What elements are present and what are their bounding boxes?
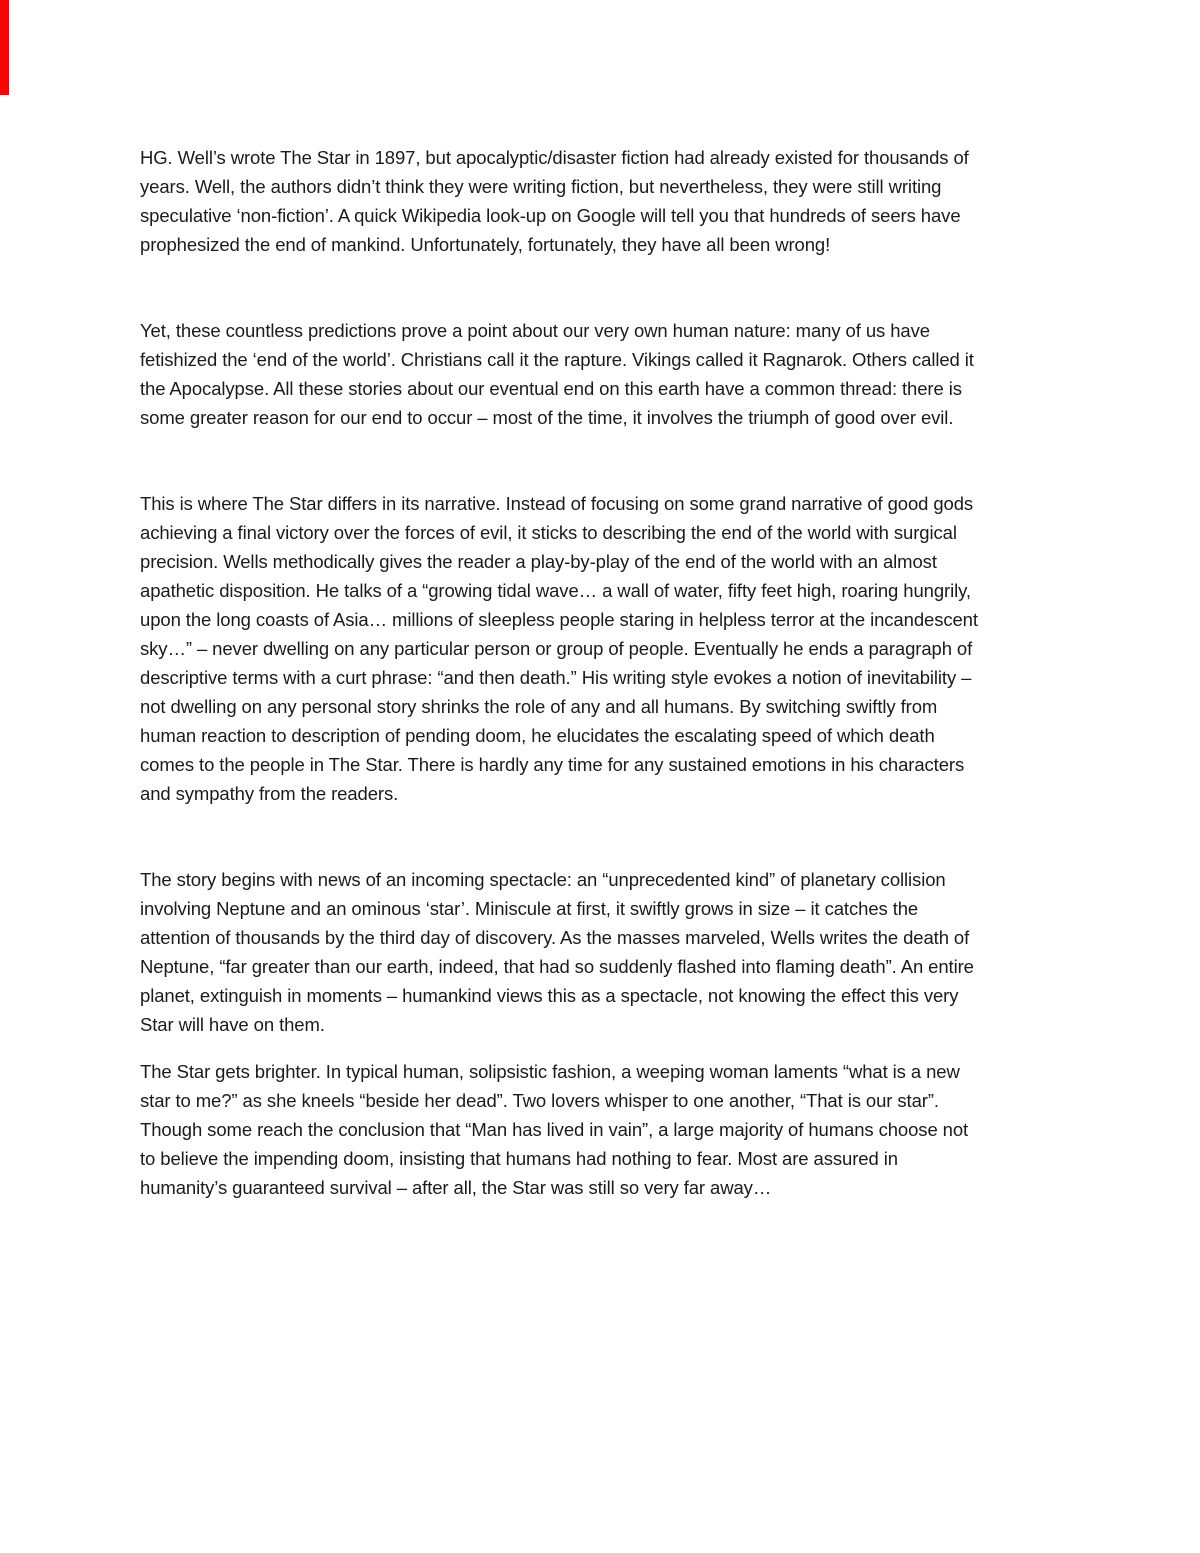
document-text <box>140 143 1066 1220</box>
text-line: comes to the people in The Star. There is hardly any time for any sustained emotions in his characters <box>140 754 965 775</box>
text-line: Neptune, “far greater than our earth, indeed, that had so suddenly flashed into flaming death”. An entire <box>140 956 974 977</box>
text-line: Though some reach the conclusion that “Man has lived in vain”, a large majority of humans choose not <box>140 1119 969 1140</box>
text-line: achieving a final victory over the forces of evil, it sticks to describing the end of the world with surgical <box>140 522 957 543</box>
paragraph-1 <box>140 143 1066 259</box>
text-line: This is where The Star differs in its narrative. Instead of focusing on some grand narrative of good gods <box>140 493 974 514</box>
paragraph-4 <box>140 865 1066 1039</box>
text-line: speculative ‘non-fiction’. A quick Wikipedia look-up on Google will tell you that hundreds of seers have <box>140 205 961 226</box>
text-line: to believe the impending doom, insisting that humans had nothing to fear. Most are assured in <box>140 1148 898 1169</box>
text-line: The story begins with news of an incoming spectacle: an “unprecedented kind” of planetary collision <box>140 869 946 890</box>
text-line: precision. Wells methodically gives the reader a play-by-play of the end of the world with an almost <box>140 551 937 572</box>
text-line: Yet, these countless predictions prove a point about our very own human nature: many of us have <box>140 320 930 341</box>
text-line: some greater reason for our end to occur – most of the time, it involves the triumph of good over evil. <box>140 407 954 428</box>
text-line: attention of thousands by the third day of discovery. As the masses marveled, Wells writes the death of <box>140 927 970 948</box>
text-line: The Star gets brighter. In typical human, solipsistic fashion, a weeping woman laments “what is a new <box>140 1061 960 1082</box>
text-line: human reaction to description of pending doom, he elucidates the escalating speed of which death <box>140 725 935 746</box>
paragraph-5 <box>140 1057 1066 1202</box>
paragraph-3 <box>140 489 1066 808</box>
text-line: HG. Well’s wrote The Star in 1897, but apocalyptic/disaster fiction had already existed for thousands of <box>140 147 969 168</box>
text-line: the Apocalypse. All these stories about our eventual end on this earth have a common thread: there is <box>140 378 962 399</box>
paragraph-2 <box>140 316 1066 432</box>
text-line: prophesized the end of mankind. Unfortunately, fortunately, they have all been wrong! <box>140 234 831 255</box>
text-line: and sympathy from the readers. <box>140 783 399 804</box>
text-line: sky…” – never dwelling on any particular person or group of people. Eventually he ends a paragraph of <box>140 638 973 659</box>
red-stripe <box>0 0 9 95</box>
text-line: humanity’s guaranteed survival – after all, the Star was still so very far away… <box>140 1177 772 1198</box>
text-line: apathetic disposition. He talks of a “growing tidal wave… a wall of water, fifty feet high, roaring hungrily, <box>140 580 971 601</box>
text-line: Star will have on them. <box>140 1014 325 1035</box>
text-line: descriptive terms with a curt phrase: “and then death.” His writing style evokes a notion of inevitability – <box>140 667 972 688</box>
text-line: not dwelling on any personal story shrinks the role of any and all humans. By switching swiftly from <box>140 696 938 717</box>
text-line: fetishized the ‘end of the world’. Christians call it the rapture. Vikings called it Ragnarok. Others called it <box>140 349 974 370</box>
text-line: upon the long coasts of Asia… millions of sleepless people staring in helpless terror at the incandescent <box>140 609 978 630</box>
text-line: involving Neptune and an ominous ‘star’. Miniscule at first, it swiftly grows in size – it catches the <box>140 898 919 919</box>
text-line: planet, extinguish in moments – humankind views this as a spectacle, not knowing the effect this very <box>140 985 959 1006</box>
text-line: years. Well, the authors didn’t think they were writing fiction, but nevertheless, they were still writing <box>140 176 942 197</box>
text-line: star to me?” as she kneels “beside her dead”. Two lovers whisper to one another, “That is our star”. <box>140 1090 939 1111</box>
